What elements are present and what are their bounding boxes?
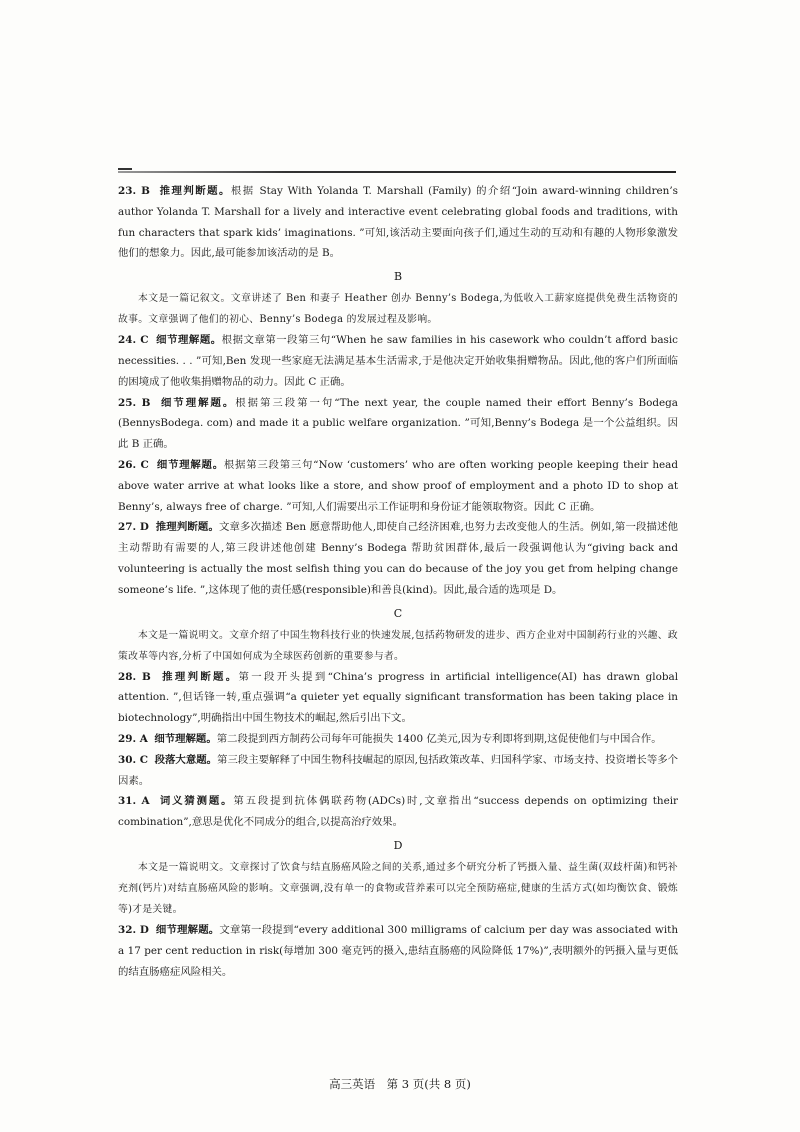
answer-item-23 [118, 181, 678, 264]
answer-item-27 [118, 517, 678, 600]
item-explanation: 根据文章第一段第三句“When he saw families in his casework who couldn’t afford basic necessities. . . ”可知,Ben 发现一些家庭无法满足基本生活需求,于是他决定开始收集捐赠物品。因此,他的客户们所面临的困境成了他收集捐赠物品的动力。因此 C 正确。 [118, 334, 679, 388]
section-letter-c: C [393, 606, 403, 620]
item-number: 24. C [118, 334, 149, 347]
section-letter-b: B [393, 270, 403, 284]
question-type: 推理判断题。 [155, 521, 219, 534]
question-type: 细节理解题。 [156, 458, 224, 471]
answer-item-24 [118, 330, 678, 392]
item-explanation: 根据第三段第三句“Now ‘customers’ who are often working people keeping their head above water arrive at what looks like a store, and show proof of employment and a photo ID to shop at Benny’s, always free of charge. ”可知,人们需要出示工作证明和身份证才能领取物资。因此 C 正确。 [118, 458, 679, 513]
question-type: 细节理解题。 [156, 334, 222, 347]
item-explanation: 第一段开头提到“China’s progress in artificial intelligence(AI) has drawn global attention. ”,但话锋一转,重点强调“a quieter yet equally significant transformation has been taking place in biotechnology”,明确指出中国生物技术的崛起,然后引出下文。 [118, 670, 679, 725]
answer-item-28 [118, 667, 678, 729]
question-type: 细节理解题。 [161, 396, 236, 409]
answer-item-31 [118, 791, 678, 833]
item-number: 23. B [118, 185, 150, 197]
item-explanation: 文章多次描述 Ben 愿意帮助他人,即使自己经济困难,也努力去改变他人的生活。例如,第一段描述他主动帮助有需要的人,第三段讲述他创建 Benny’s Bodega 帮助贫困群体,最后一段强调他认为“giving back and volunteering is actually the most selfish thing you can do because of the joy you get from helping change someone’s life. ”,这体现了他的责任感(responsible)和善良(kind)。因此,最合适的选项是 D。 [118, 521, 678, 596]
section-intro-c: 本文是一篇说明文。文章介绍了中国生物科技行业的快速发展,包括药物研发的进步、西方企业对中国制药行业的兴趣、政策改革等内容,分析了中国如何成为全球医药创新的重要参与者。 [118, 629, 678, 662]
question-type: 推理判断题。 [162, 670, 239, 683]
header-rule-mark [118, 168, 132, 170]
question-type: 细节理解题。 [155, 923, 220, 936]
answer-item-26 [118, 455, 678, 517]
item-explanation: 文章第一段提到“every additional 300 milligrams of calcium per day was associated with a 17 per cent reduction in risk(每增加 300 毫克钙的摄入,患结直肠癌的风险降低 17%)”,表明额外的钙摄入量与更低的结直肠癌症风险相关。 [118, 923, 679, 978]
item-explanation: 根据第三段第一句“The next year, the couple named their effort Benny’s Bodega (BennysBodega. com) and made it a public welfare organization. ”可知,Benny’s Bodega 是一个公益组织。因此 B 正确。 [118, 396, 679, 451]
item-explanation: 根据 Stay With Yolanda T. Marshall (Family) 的介绍“Join award-winning children’s author Yolanda T. Marshall for a lively and interactive event celebrating global foods and traditions, with fun characters that spark kids’ imaginations. ”可知,该活动主要面向孩子们,通过生动的互动和有趣的人物形象激发他们的想象力。因此,最可能参加该活动的是 B。 [118, 185, 679, 260]
item-explanation: 第三段主要解释了中国生物科技崛起的原因,包括政策改革、归国科学家、市场支持、投资增长等多个因素。 [118, 753, 679, 787]
answer-item-29 [118, 729, 678, 750]
item-number: 30. C [118, 753, 148, 766]
item-number: 26. C [118, 458, 149, 471]
section-intro-d: 本文是一篇说明文。文章探讨了饮食与结直肠癌风险之间的关系,通过多个研究分析了钙摄入量、益生菌(双歧杆菌)和钙补充剂(钙片)对结直肠癌风险的影响。文章强调,没有单一的食物或营养素可以完全预防癌症,健康的生活方式(如均衡饮食、锻炼等)才是关键。 [118, 861, 678, 915]
page-content [118, 181, 678, 982]
page-footer: 高三英语 第 3 页(共 8 页) [329, 1077, 471, 1091]
header-rule [118, 171, 676, 173]
item-number: 32. D [118, 923, 149, 936]
item-number: 29. A [118, 732, 148, 745]
section-intro-b: 本文是一篇记叙文。文章讲述了 Ben 和妻子 Heather 创办 Benny’s Bodega,为低收入工薪家庭提供免费生活物资的故事。文章强调了他们的初心、Benny’s Bodega 的发展过程及影响。 [118, 293, 678, 326]
section-letter-d: D [393, 838, 403, 852]
item-explanation: 第五段提到抗体偶联药物(ADCs)时,文章指出“success depends on optimizing their combination”,意思是优化不同成分的组合,以提高治疗效果。 [118, 795, 679, 829]
question-type: 推理判断题。 [159, 185, 231, 197]
answer-item-25 [118, 393, 678, 455]
item-explanation: 第二段提到西方制药公司每年可能损失 1400 亿美元,因为专利即将到期,这促使他们与中国合作。 [216, 732, 662, 745]
question-type: 词义猜测题。 [159, 795, 234, 808]
item-number: 28. B [118, 670, 151, 683]
item-number: 31. A [118, 795, 150, 808]
question-type: 细节理解题。 [154, 732, 217, 745]
item-number: 25. B [118, 396, 151, 409]
item-number: 27. D [118, 521, 149, 534]
question-type: 段落大意题。 [154, 753, 218, 766]
answer-item-32 [118, 920, 678, 982]
answer-item-30 [118, 750, 678, 792]
